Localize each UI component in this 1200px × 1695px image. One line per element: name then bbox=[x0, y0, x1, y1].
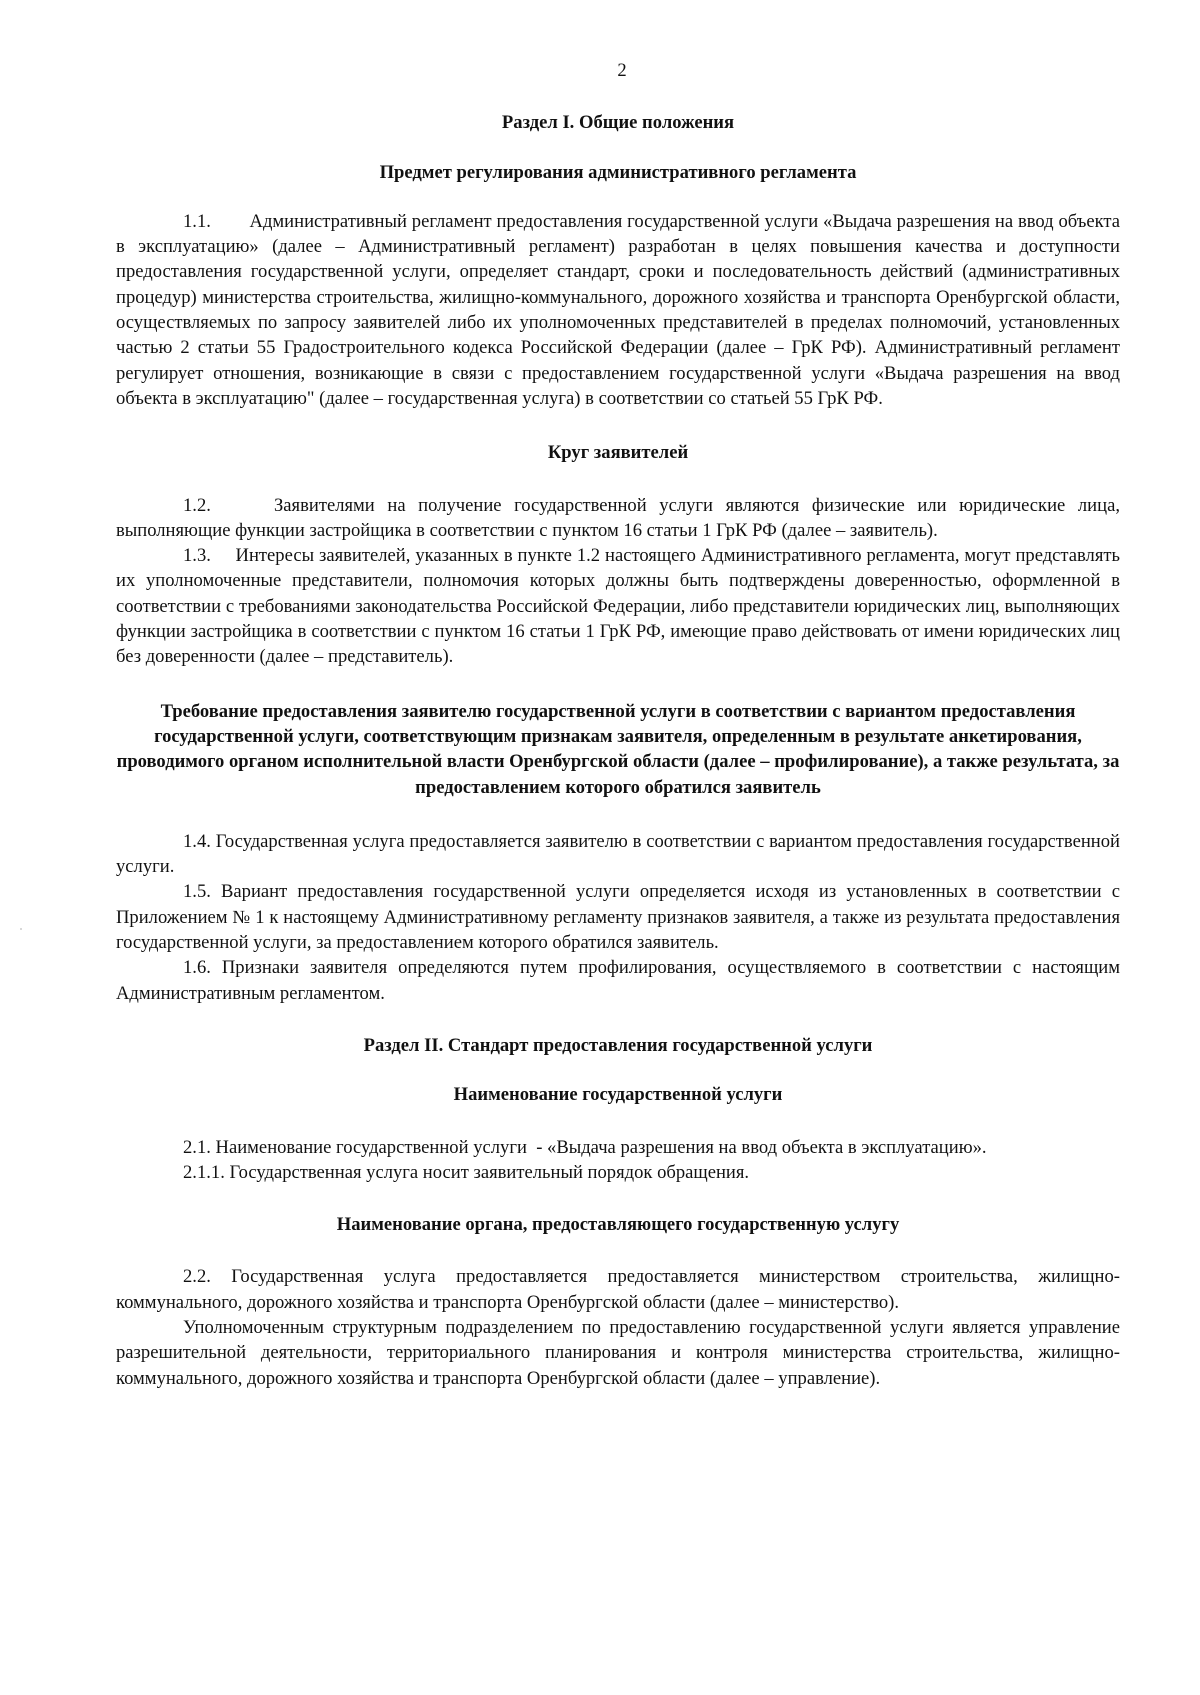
paragraph-1-5: 1.5. Вариант предоставления государственной услуги определяется исходя из установленных в соответствии с Приложением № 1 к настоящему Административному регламенту признаков заявителя, а также из результата предоставления государственной услуги, за предоставлением которого обратился заявитель. bbox=[116, 881, 1120, 954]
applicants-heading: Круг заявителей bbox=[547, 442, 689, 464]
section-2-title: Раздел II. Стандарт предоставления государственной услуги bbox=[363, 1034, 873, 1056]
paragraph-2-1: 2.1. Наименование государственной услуги - «Выдача разрешения на ввод объекта в эксплуатацию». bbox=[183, 1136, 987, 1158]
subject-heading: Предмет регулирования административного регламента bbox=[379, 161, 857, 183]
page-number: 2 bbox=[617, 60, 627, 81]
paragraph-2-2: 2.2. Государственная услуга предоставляется предоставляется министерством строительства, жилищно-коммунального, дорожного хозяйства и транспорта Оренбургской области (далее – министерство). bbox=[116, 1266, 1120, 1313]
scan-speck bbox=[20, 928, 22, 930]
document-page bbox=[116, 58, 1125, 1391]
section-1-title: Раздел I. Общие положения bbox=[501, 112, 735, 134]
paragraph-1-3: 1.3. Интересы заявителей, указанных в пункте 1.2 настоящего Административного регламента, могут представлять их уполномоченные представители, полномочия которых должны быть подтверждены доверенностью, оформленной в соответствии с требованиями законодательства Российской Федерации, либо представители юридических лиц, выполняющих функции застройщика в соответствии с пунктом 16 статьи 1 ГрК РФ, имеющие право действовать от имени юридических лиц без доверенности (далее – представитель). bbox=[116, 545, 1125, 668]
paragraph-1-4: 1.4. Государственная услуга предоставляется заявителю в соответствии с вариантом предоставления государственной услуги. bbox=[116, 830, 1120, 878]
paragraph-1-1: 1.1. Административный регламент предоставления государственной услуги «Выдача разрешения на ввод объекта в эксплуатацию» (далее – Административный регламент) разработан в целях повышения качества и доступности предоставления государственной услуги, определяет стандарт, сроки и последовательность действий (административных процедур) министерства строительства, жилищно-коммунального, дорожного хозяйства и транспорта Оренбургской области, осуществляемых по запросу заявителей либо их уполномоченных представителей в пределах полномочий, установленных частью 2 статьи 55 Градостроительного кодекса Российской Федерации (далее – ГрК РФ). Административный регламент регулирует отношения, возникающие в связи с предоставлением государственной услуги «Выдача разрешения на ввод объекта в эксплуатацию" (далее – государственная услуга) в соответствии со статьей 55 ГрК РФ. bbox=[116, 210, 1125, 409]
paragraph-1-2: 1.2. Заявителями на получение государственной услуги являются физические или юридические лица, выполняющие функции застройщика в соответствии с пунктом 16 статьи 1 ГрК РФ (далее – заявитель). bbox=[116, 494, 1125, 541]
paragraph-2-2-continued: Уполномоченным структурным подразделением по предоставлению государственной услуги является управление разрешительной деятельности, территориального планирования и контроля министерства строительства, жилищно-коммунального, дорожного хозяйства и транспорта Оренбургской области (далее – управление). bbox=[116, 1316, 1120, 1389]
authority-heading: Наименование органа, предоставляющего государственную услугу bbox=[336, 1214, 900, 1236]
paragraph-2-1-1: 2.1.1. Государственная услуга носит заявительный порядок обращения. bbox=[183, 1161, 750, 1183]
requirement-heading: Требование предоставления заявителю государственной услуги в соответствии с вариантом предоставления государственной услуги, соответствующим признакам заявителя, определенным в результате анкетирования, проводимого органом исполнительной власти Оренбургской области (далее – профилирование), а также результата, за предоставлением которого обратился заявитель bbox=[116, 700, 1120, 798]
paragraph-1-6: 1.6. Признаки заявителя определяются путем профилирования, осуществляемого в соответствии с настоящим Административным регламентом. bbox=[116, 957, 1120, 1004]
service-name-heading: Наименование государственной услуги bbox=[453, 1084, 783, 1106]
